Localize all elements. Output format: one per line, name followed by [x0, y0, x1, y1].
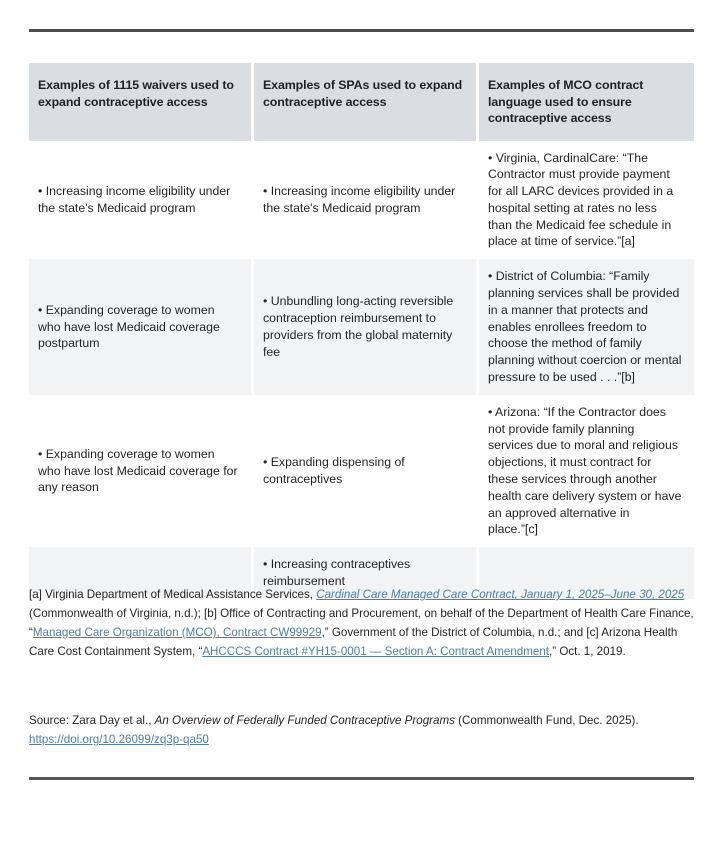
source-line: [29, 711, 696, 730]
cell-spas: • Increasing income eligibility under the state's Medicaid program: [254, 141, 476, 260]
cell-spas: • Increasing contraceptives reimbursement: [254, 547, 476, 599]
footnote-c-link[interactable]: AHCCCS Contract #YH15-0001 — Section A: Contract Amendment: [202, 645, 550, 658]
column-header-1115-waivers: Examples of 1115 waivers used to expand contraceptive access: [29, 63, 251, 141]
column-header-spas: Examples of SPAs used to expand contraceptive access: [254, 63, 476, 141]
column-header-mco-contract-language: Examples of MCO contract language used to ensure contraceptive access: [479, 63, 694, 141]
exhibit-table-container: [29, 63, 694, 599]
table-header: [29, 63, 694, 141]
table-row: [29, 395, 694, 547]
footnote-a-link[interactable]: Cardinal Care Managed Care Contract, January 1, 2025–June 30, 2025: [316, 588, 685, 601]
bottom-divider-rule: [29, 777, 694, 780]
source-doi-line: [29, 730, 696, 749]
source-suffix: (Commonwealth Fund, Dec. 2025).: [454, 714, 639, 727]
top-divider-rule: [29, 29, 694, 32]
source-prefix: Source: Zara Day et al.,: [29, 714, 155, 727]
footnotes-paragraph: [29, 585, 696, 661]
table-row: [29, 141, 694, 260]
table-body: [29, 141, 694, 599]
footnote-a-suffix: (Commonwealth of Virginia, n.d.); [b] Office of Contracting and Procurement, on behalf of the Department of Health Care Finance, “: [29, 607, 694, 639]
source-block: [29, 711, 696, 749]
cell-spas: • Expanding dispensing of contraceptives: [254, 395, 476, 547]
cell-mco: • Arizona: “If the Contractor does not provide family planning services due to moral and religious objections, it must contract for these services through another health care delivery system or have an approved alternative in place.”[c]: [479, 395, 694, 547]
cell-waivers: • Expanding coverage to women who have lost Medicaid coverage for any reason: [29, 395, 251, 547]
cell-waivers: • Increasing income eligibility under the state's Medicaid program: [29, 141, 251, 260]
table-header-row: [29, 63, 694, 141]
footnote-a-prefix: [a] Virginia Department of Medical Assistance Services,: [29, 588, 317, 601]
footnotes: [29, 585, 696, 661]
cell-spas: • Unbundling long-acting reversible contraception reimbursement to providers from the global maternity fee: [254, 259, 476, 395]
footnote-c-suffix: ,” Oct. 1, 2019.: [549, 645, 626, 658]
exhibit-table: [29, 63, 694, 599]
footnote-b-suffix: ,” Government of the District of Columbia, n.d.; and [c] Arizona Health Care Cost Containment System, “: [29, 626, 678, 658]
source-title: An Overview of Federally Funded Contraceptive Programs: [154, 714, 455, 727]
cell-mco: • Virginia, CardinalCare: “The Contractor must provide payment for all LARC devices provided in a hospital setting at rates no less than the Medicaid fee schedule in place at time of service.”[a]: [479, 141, 694, 260]
footnote-b-link[interactable]: Managed Care Organization (MCO), Contract CW99929: [32, 626, 322, 639]
cell-mco: • District of Columbia: “Family planning services shall be provided in a manner that protects and enables enrollees freedom to choose the method of family planning without coercion or mental pressure to be used . . .”[b]: [479, 259, 694, 395]
table-row: [29, 259, 694, 395]
source-doi-link[interactable]: https://doi.org/10.26099/zq3p-qa50: [29, 733, 209, 746]
cell-waivers: • Expanding coverage to women who have lost Medicaid coverage postpartum: [29, 259, 251, 395]
